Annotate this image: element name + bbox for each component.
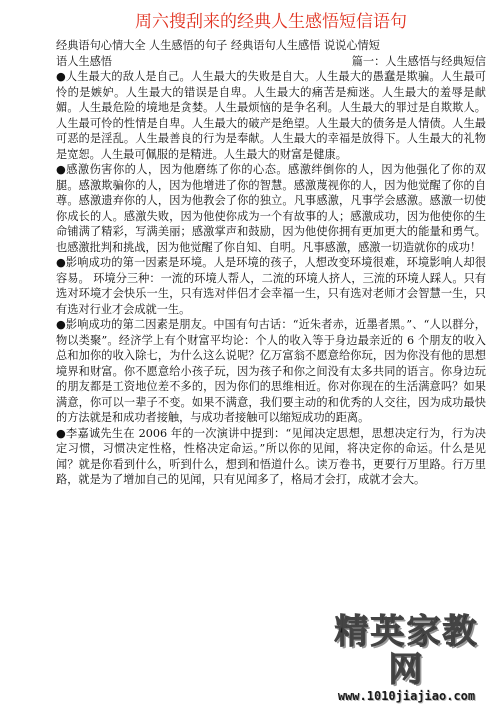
watermark-brand: 精英家教网 (334, 612, 479, 690)
tags-line-2-left: 语人生感悟 (56, 54, 112, 68)
tags-line: 经典语句心情大全 人生感悟的句子 经典语句人生感悟 说说心情短 (56, 39, 380, 52)
paragraph-friends: ●影响成功的第二因素是朋友。中国有句古话：“近朱者赤，近墨者黑。”、“人以群分，物以类聚”。经济学上有个财富平均论：个人的收入等于身边最亲近的 6 个朋友的收入总和加你的收入除七，为什么这么说呢？亿万富翁不愿意给你玩，因为你没有他的思想境界和财富。你不愿意给小孩子玩，因为孩子和你之间没有太多共同的语言。你身边玩的朋友都是工资地位差不多的，因为你们的思维相近。你对你现在的生活满意吗？如果满意，你可以一辈子不变。如果不满意，我们要主动的和优秀的人交往，因为成功最快的方法就是和成功者接触，与成功者接触可以缩短成功的距离。 (56, 318, 486, 424)
watermark-url: www.1010jiajiao.com (337, 689, 476, 703)
paragraph-life-enemy: ●人生最大的敌人是自己。人生最大的失败是自大。人生最大的愚蠢是欺骗。人生最可怜的是嫉妒。人生最大的错误是自卑。人生最大的痛苦是痴迷。人生最大的羞辱是献媚。人生最危险的境地是贪婪。人生最烦恼的是争名利。人生最大的罪过是自欺欺人。人生最可怜的性情是自卑。人生最大的破产是绝望。人生最大的债务是人情债。人生最可恶的是淫乱。人生最善良的行为是奉献。人生最大的幸福是放得下。人生最大的礼物是宽恕。人生最可佩服的是精进。人生最大的财富是健康。 (56, 70, 486, 161)
paragraph-environment: ●影响成功的第一因素是环境。人是环境的孩子，人想改变环境很难，环境影响人却很容易。 环境分三种：一流的环境人帮人，二流的环境人挤人，三流的环境人踩人。只有选对环境才会快乐一生，只有选对伴侣才会幸福一生，只有选对老师才会智慧一生，只有选对行业才会成就一生。 (56, 256, 486, 316)
paragraph-li-ka-shing: ●李嘉诚先生在 2006 年的一次演讲中提到：“见闻决定思想，思想决定行为，行为决定习惯，习惯决定性格，性格决定命运。”所以你的见闻，将决定你的命运。什么是见闻？就是你看到什么，听到什么，想到和悟道什么。读万卷书，更要行万里路。行万里路，就是为了增加自己的见闻，只有见闻多了，格局才会打，成就才会大。 (56, 426, 486, 486)
document-title: 周六搜刮来的经典人生感悟短信语句 (135, 12, 407, 32)
watermark-logo (319, 613, 494, 703)
paragraph-gratitude: ●感激伤害你的人，因为他磨练了你的心态。感激绊倒你的人，因为他强化了你的双腿。感激欺骗你的人，因为他增进了你的智慧。感激蔑视你的人，因为他觉醒了你的自尊。感激遗弃你的人，因为他教会了你的独立。凡事感激，凡事学会感激。感激一切使你成长的人。感激失败，因为他使你成为一个有故事的人；感激成功，因为他使你的生命铺满了精彩，写满美丽；感激掌声和鼓励，因为他使你拥有更加更大的能量和勇气。也感激批判和挑战，因为他觉醒了你自知、自明。凡事感激，感激一切造就你的成功！ (56, 163, 486, 254)
tags-line-2 (56, 54, 486, 70)
section-heading: 篇一：人生感悟与经典短信 (351, 54, 486, 68)
